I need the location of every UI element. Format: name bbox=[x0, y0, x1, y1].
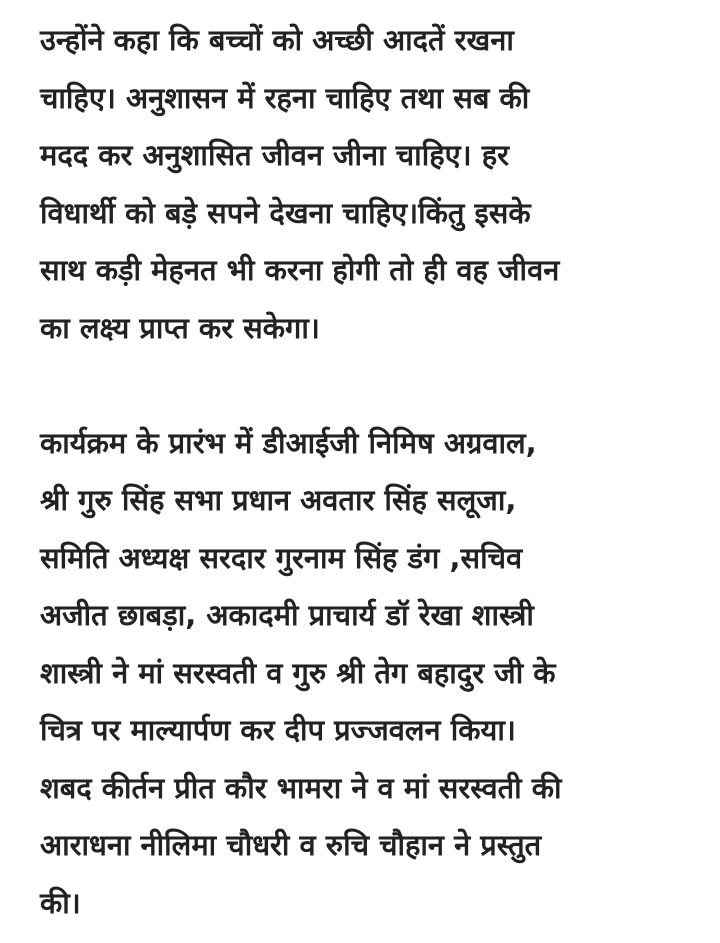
text-line: का लक्ष्य प्राप्त कर सकेगा। bbox=[40, 310, 320, 345]
text-line: समिति अध्यक्ष सरदार गुरनाम सिंह डंग ,सचिव bbox=[40, 540, 523, 575]
text-line: अजीत छाबड़ा, अकादमी प्राचार्य डॉ रेखा शास्त्री bbox=[40, 598, 534, 632]
text-line: चित्र पर माल्यार्पण कर दीप प्रज्जवलन किया। bbox=[40, 713, 516, 747]
text-line: विधार्थी को बड़े सपने देखना चाहिए।किंतु इसके bbox=[40, 195, 531, 230]
paragraph-gap bbox=[40, 357, 690, 415]
text-line: मदद कर अनुशासित जीवन जीना चाहिए। हर bbox=[40, 138, 509, 172]
text-line: श्री गुरु सिंह सभा प्रधान अवतार सिंह सलूजा, bbox=[40, 483, 517, 517]
text-line: उन्होंने कहा कि बच्चों को अच्छी आदतें रखना bbox=[40, 23, 514, 57]
text-line: कार्यक्रम के प्रारंभ में डीआईजी निमिष अग्रवाल, bbox=[40, 425, 537, 460]
text-line: साथ कड़ी मेहनत भी करना होगी तो ही वह जीवन bbox=[40, 253, 560, 287]
text-line: शबद कीर्तन प्रीत कौर भामरा ने व मां सरस्वती की bbox=[40, 770, 562, 805]
paragraph-1 bbox=[40, 12, 690, 357]
article-body bbox=[40, 12, 690, 932]
text-line: चाहिए। अनुशासन में रहना चाहिए तथा सब की bbox=[40, 80, 530, 115]
text-line: आराधना नीलिमा चौधरी व रुचि चौहान ने प्रस्तुत bbox=[40, 828, 542, 862]
paragraph-2 bbox=[40, 415, 690, 933]
text-line: शास्त्री ने मां सरस्वती व गुरु श्री तेग बहादुर जी के bbox=[40, 655, 556, 690]
text-line: की। bbox=[40, 885, 81, 920]
